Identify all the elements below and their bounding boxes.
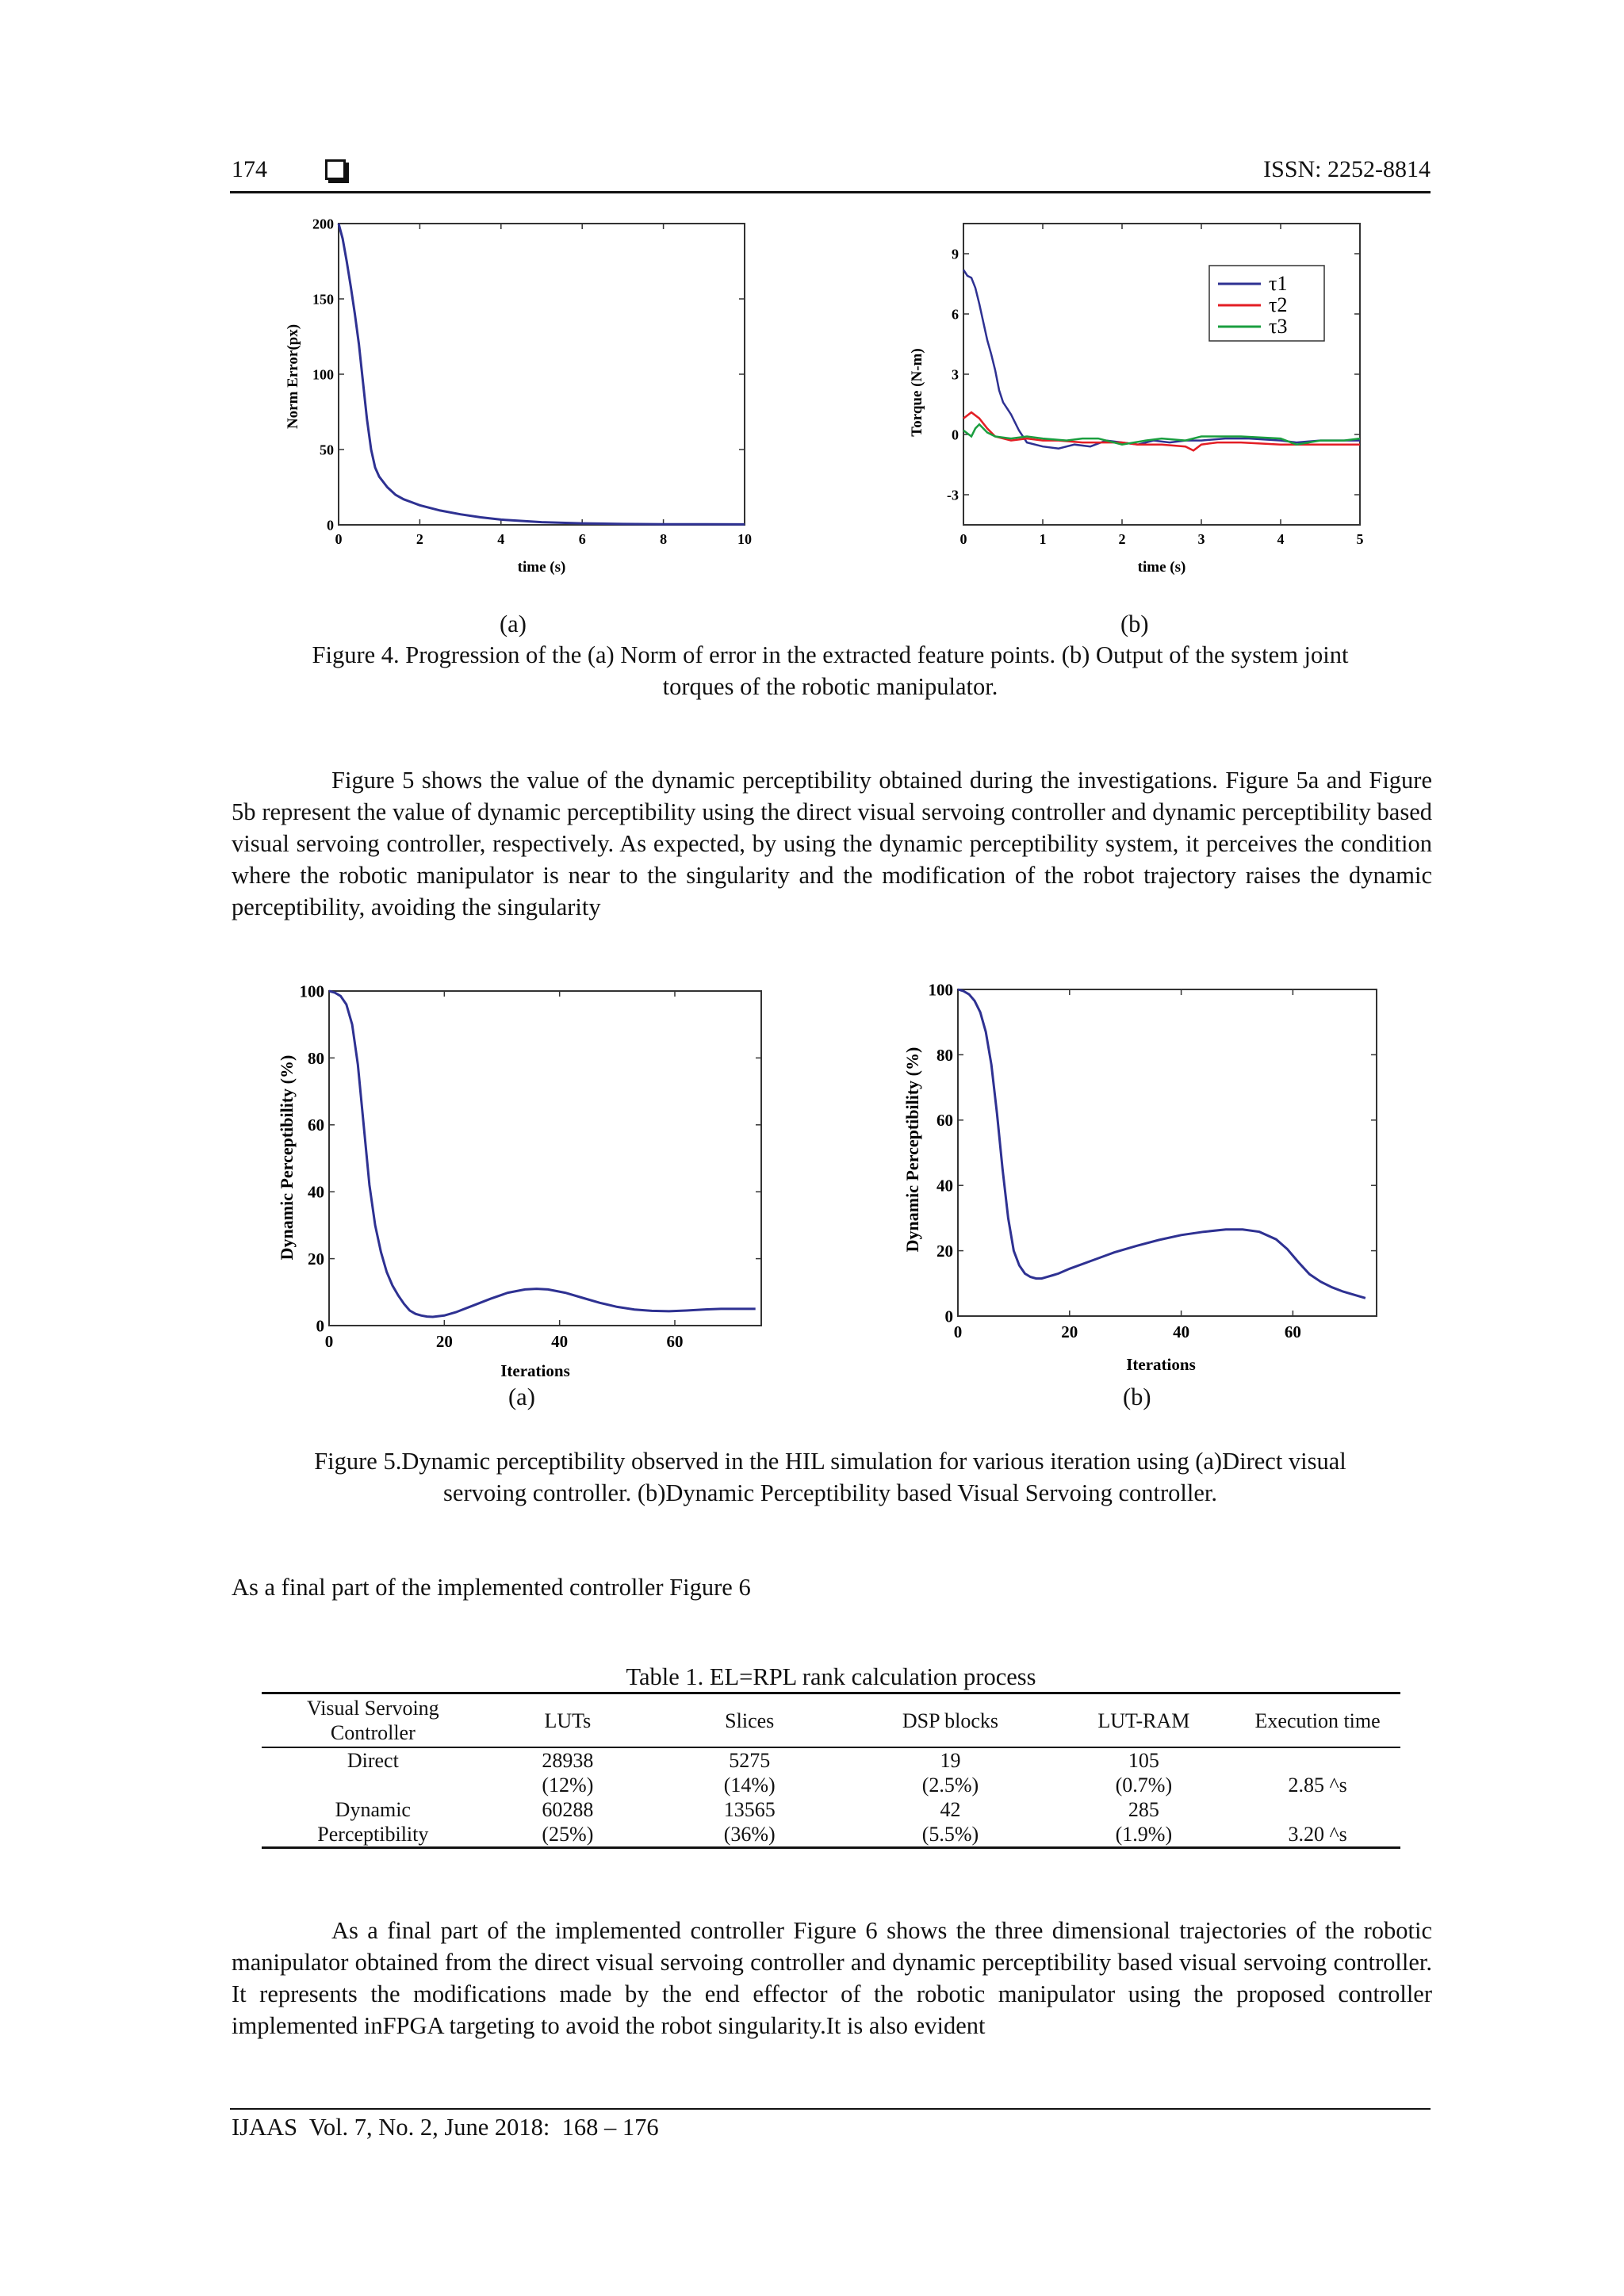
table1 <box>262 1692 1400 1849</box>
figure4-label-b: (b) <box>1120 610 1149 637</box>
y-tick-label: 200 <box>312 216 334 232</box>
x-tick-label: 3 <box>1197 531 1205 547</box>
table-row <box>262 1747 1400 1773</box>
cell-time: 3.20 ^s <box>1235 1822 1400 1848</box>
legend-box <box>1209 266 1324 341</box>
figure5-caption-line1: Figure 5.Dynamic perceptibility observed in the HIL simulation for various iteration using (a)Direct visual <box>314 1448 1346 1475</box>
x-tick-label: 0 <box>324 1332 334 1351</box>
x-tick-label: 5 <box>1356 531 1364 547</box>
col-header-luts: LUTs <box>485 1693 651 1748</box>
plot-frame <box>339 224 745 525</box>
cell-slices: 13565 <box>723 1798 776 1821</box>
x-tick-label: 2 <box>416 531 423 547</box>
figure5b-chart <box>896 975 1404 1380</box>
cell-dsp-pct: (5.5%) <box>848 1822 1052 1848</box>
cell-luts-pct: (25%) <box>485 1822 651 1848</box>
legend-label-tau3: τ3 <box>1269 315 1288 338</box>
cell-lutram: 285 <box>1128 1798 1159 1821</box>
y-tick-label: 40 <box>936 1176 953 1196</box>
table-row <box>262 1773 1400 1797</box>
x-tick-label: 1 <box>1039 531 1047 547</box>
table-row <box>262 1822 1400 1848</box>
y-tick-label: 40 <box>308 1182 324 1202</box>
y-tick-label: -3 <box>947 487 959 503</box>
y-tick-label: 6 <box>952 306 959 323</box>
series-line <box>329 991 756 1317</box>
cell-lutram: 105 <box>1128 1749 1159 1772</box>
y-tick-label: 100 <box>312 366 334 383</box>
x-tick-label: 0 <box>953 1322 963 1341</box>
y-tick-label: 150 <box>312 291 334 308</box>
cell-controller: Dynamic <box>335 1798 411 1821</box>
cell-empty <box>1235 1747 1400 1773</box>
col-header-dsp: DSP blocks <box>848 1693 1052 1748</box>
x-tick-label: 10 <box>737 531 752 547</box>
table-header-row <box>262 1693 1400 1748</box>
table1-title: Table 1. EL=RPL rank calculation process <box>626 1663 1036 1690</box>
cell-lutram-pct: (1.9%) <box>1053 1822 1235 1848</box>
series-line <box>958 989 1365 1298</box>
figure4-label-a: (a) <box>500 610 527 637</box>
cell-controller: Perceptibility <box>262 1822 485 1848</box>
cell-empty <box>262 1773 485 1797</box>
cell-luts: 28938 <box>542 1749 594 1772</box>
body-paragraph-3: As a final part of the implemented controller Figure 6 shows the three dimensional trajectories of the robotic manipulator obtained from the direct visual servoing controller and dynamic perceptibility based visual servoing controller. It represents the modifications made by the end effector of the robotic manipulator using the proposed controller implemented inFPGA targeting to avoid the robot singularity.It is also evident <box>232 1917 1432 2039</box>
y-axis-label: Dynamic Perceptibility (%) <box>902 1047 922 1253</box>
figure5-label-a: (a) <box>508 1383 535 1410</box>
body-paragraph-1: Figure 5 shows the value of the dynamic perceptibility obtained during the investigations. Figure 5a and Figure 5b represent the value of dynamic perceptibility using the direct visual servoing controller and dynamic perceptibility based visual servoing controller, respectively. As expected, by using the dynamic perceptibility system, it perceives the condition where the robotic manipulator is near to the singularity and the modification of the robot trajectory raises the dynamic perceptibility, avoiding the singularity <box>232 767 1432 920</box>
x-tick-label: 8 <box>660 531 668 547</box>
x-axis-label: time (s) <box>517 559 566 576</box>
y-axis-label: Dynamic Perceptibility (%) <box>277 1054 297 1261</box>
x-tick-label: 40 <box>1173 1322 1190 1341</box>
footer-citation: IJAAS Vol. 7, No. 2, June 2018: 168 – 176 <box>232 2114 659 2141</box>
cell-dsp: 42 <box>940 1798 961 1821</box>
y-tick-label: 80 <box>936 1045 953 1065</box>
legend-label-tau2: τ2 <box>1269 293 1288 316</box>
body-paragraph-2: As a final part of the implemented controller Figure 6 <box>232 1574 751 1601</box>
figure4-caption-line1: Figure 4. Progression of the (a) Norm of error in the extracted feature points. (b) Output of the system joint <box>312 641 1349 668</box>
x-tick-label: 0 <box>959 531 967 547</box>
plot-frame <box>329 991 761 1326</box>
cell-lutram-pct: (0.7%) <box>1115 1774 1173 1797</box>
figure4-caption-line2: torques of the robotic manipulator. <box>662 673 998 700</box>
series-line <box>339 224 745 524</box>
y-tick-label: 9 <box>952 246 959 262</box>
box-icon <box>325 159 346 180</box>
x-tick-label: 20 <box>435 1332 453 1351</box>
y-tick-label: 100 <box>299 982 324 1001</box>
cell-empty <box>1235 1797 1400 1822</box>
header-rule <box>230 191 1431 193</box>
col-header-slices: Slices <box>651 1693 848 1748</box>
cell-time: 2.85 ^s <box>1288 1774 1347 1797</box>
x-axis-label: Iterations <box>1126 1355 1196 1374</box>
cell-controller: Direct <box>347 1749 399 1772</box>
cell-slices: 5275 <box>729 1749 771 1772</box>
x-tick-label: 4 <box>497 531 505 547</box>
legend-label-tau1: τ1 <box>1269 272 1288 295</box>
y-axis-label: Norm Error(px) <box>285 323 301 430</box>
y-tick-label: 20 <box>308 1249 324 1269</box>
figure4a-chart <box>274 202 761 583</box>
y-tick-label: 100 <box>928 980 953 1000</box>
x-tick-label: 6 <box>578 531 586 547</box>
figure5-caption-line2: servoing controller. (b)Dynamic Perceptibility based Visual Servoing controller. <box>443 1479 1217 1506</box>
cell-slices-pct: (36%) <box>651 1822 848 1848</box>
y-tick-label: 60 <box>308 1115 324 1135</box>
page-number: 174 <box>232 156 267 182</box>
col-header-time: Execution time <box>1235 1693 1400 1748</box>
x-tick-label: 20 <box>1061 1322 1078 1341</box>
footer-rule <box>230 2108 1431 2110</box>
x-tick-label: 4 <box>1277 531 1285 547</box>
col-header-controller: Visual Servoing Controller <box>262 1693 485 1748</box>
x-tick-label: 60 <box>1284 1322 1301 1341</box>
y-axis-label: Torque (N-m) <box>909 348 925 437</box>
x-axis-label: time (s) <box>1137 559 1186 576</box>
y-tick-label: 60 <box>936 1111 953 1131</box>
y-tick-label: 0 <box>327 517 334 534</box>
y-tick-label: 0 <box>952 427 959 443</box>
issn: ISSN: 2252-8814 <box>1263 156 1431 182</box>
y-tick-label: 3 <box>952 366 959 383</box>
x-tick-label: 2 <box>1118 531 1126 547</box>
y-tick-label: 20 <box>936 1241 953 1261</box>
col-header-lutram: LUT-RAM <box>1053 1693 1235 1748</box>
y-tick-label: 50 <box>320 442 334 458</box>
cell-slices-pct: (14%) <box>723 1774 776 1797</box>
x-tick-label: 60 <box>666 1332 684 1351</box>
y-tick-label: 0 <box>316 1316 324 1336</box>
y-tick-label: 80 <box>308 1048 324 1068</box>
table-row <box>262 1797 1400 1822</box>
figure5-label-b: (b) <box>1123 1383 1151 1410</box>
cell-luts-pct: (12%) <box>542 1774 594 1797</box>
y-tick-label: 0 <box>944 1307 953 1326</box>
x-tick-label: 40 <box>551 1332 569 1351</box>
figure4b-chart <box>904 202 1380 583</box>
cell-dsp: 19 <box>940 1749 961 1772</box>
figure5a-chart <box>274 975 781 1387</box>
x-axis-label: Iterations <box>500 1361 570 1380</box>
x-tick-label: 0 <box>335 531 343 547</box>
cell-dsp-pct: (2.5%) <box>921 1774 979 1797</box>
cell-luts: 60288 <box>542 1798 594 1821</box>
